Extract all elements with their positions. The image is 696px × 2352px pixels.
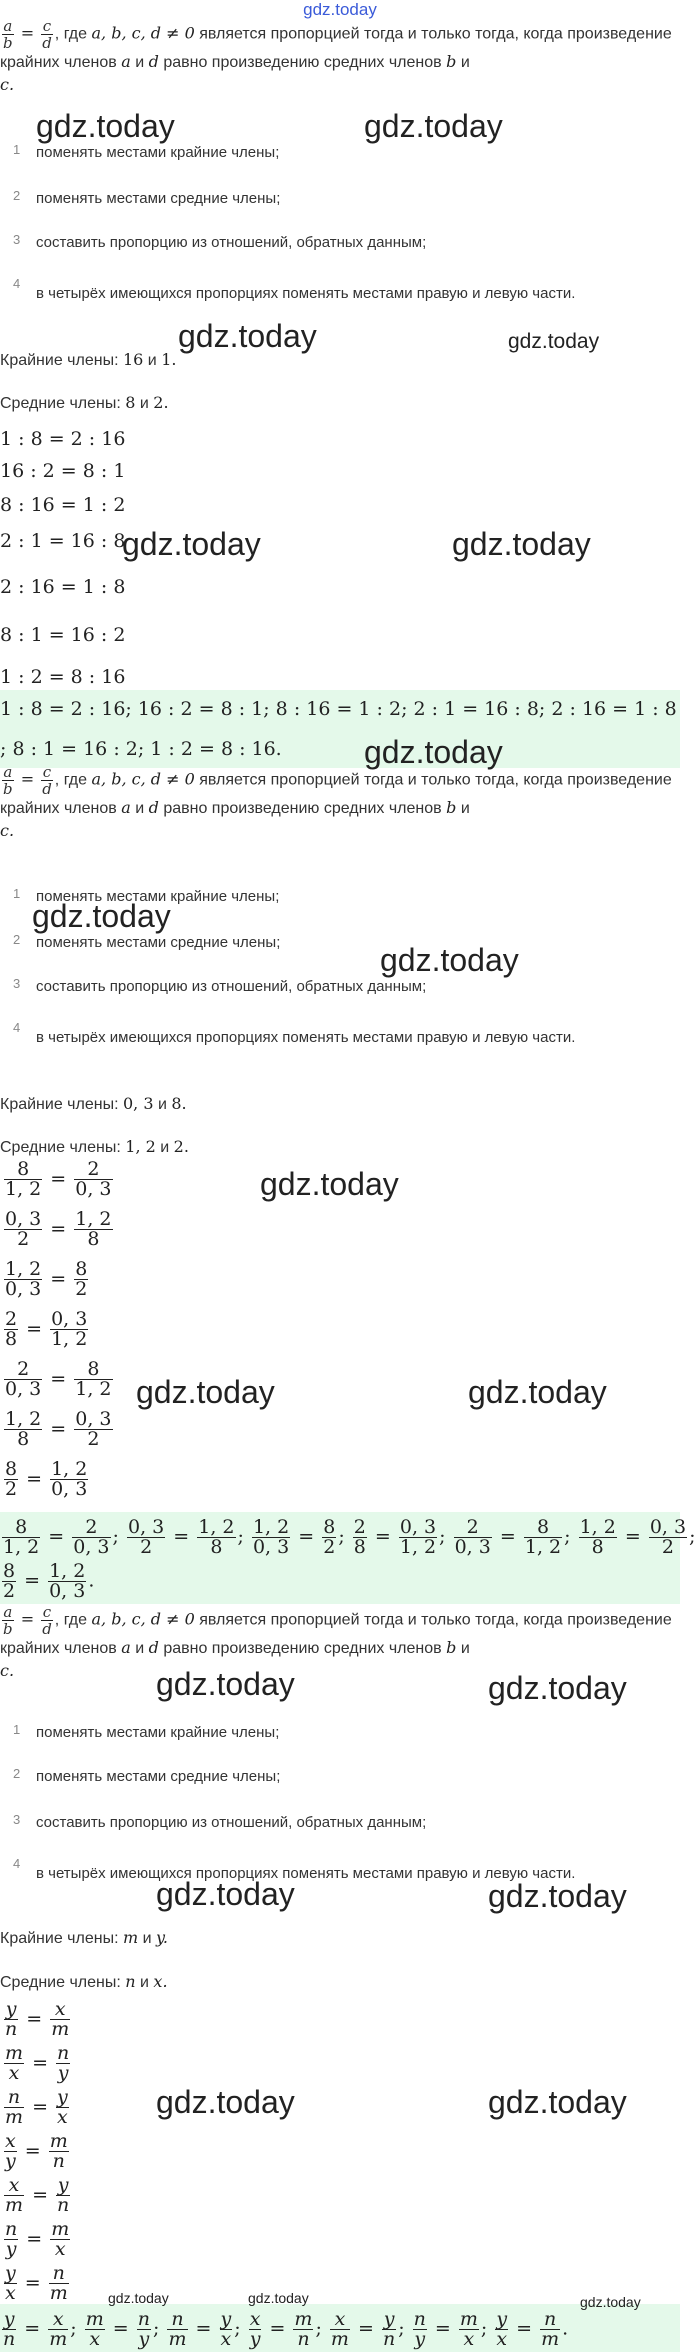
operator: = bbox=[44, 1268, 73, 1290]
fraction-denominator: 0, 3 bbox=[252, 1536, 290, 1558]
equation: 16 : 2 = 8 : 1 bbox=[0, 460, 126, 482]
watermark: gdz.today bbox=[32, 898, 171, 934]
fraction-denominator: 8 bbox=[17, 1428, 30, 1450]
fraction-numerator: y bbox=[5, 2262, 16, 2284]
def-eq-a: a bbox=[3, 17, 13, 35]
operator: = bbox=[351, 2317, 380, 2340]
def-vars: a, b, c, d ≠ 0 bbox=[91, 23, 195, 43]
operator: = bbox=[26, 2184, 55, 2206]
fraction-numerator: 2 bbox=[5, 1308, 18, 1330]
fraction-denominator: x bbox=[89, 2328, 101, 2350]
fraction-denominator: x bbox=[463, 2328, 475, 2350]
fraction bbox=[4, 2088, 24, 2127]
fraction-numerator: 2 bbox=[74, 1160, 112, 1180]
fraction-denominator: n bbox=[382, 2328, 396, 2350]
fraction bbox=[4, 2220, 18, 2259]
fraction-equation bbox=[2, 2264, 71, 2303]
fraction-numerator: n bbox=[167, 2310, 187, 2330]
def-d: d bbox=[148, 52, 159, 71]
fraction-denominator: 2 bbox=[17, 1228, 30, 1250]
fraction-denominator: 1, 2 bbox=[3, 1536, 40, 1558]
fraction-denominator: n bbox=[57, 2194, 70, 2216]
fraction-denominator: 1, 2 bbox=[75, 1378, 112, 1400]
fraction bbox=[4, 1460, 18, 1499]
fraction bbox=[4, 1260, 42, 1299]
fraction-denominator: 8 bbox=[210, 1536, 223, 1558]
operator: = bbox=[167, 1525, 196, 1548]
fraction-numerator: 1, 2 bbox=[5, 1408, 42, 1430]
fraction-numerator: 2 bbox=[454, 1518, 492, 1538]
fraction-numerator: x bbox=[5, 2130, 16, 2152]
answer-box bbox=[0, 690, 680, 768]
def-b: b bbox=[446, 52, 457, 71]
fraction-denominator: m bbox=[5, 2194, 24, 2216]
fraction-denominator: 1, 2 bbox=[51, 1328, 88, 1350]
fraction-denominator: 1, 2 bbox=[524, 1536, 562, 1558]
fraction-denominator: m bbox=[49, 2282, 68, 2304]
operator: = bbox=[20, 1318, 49, 1340]
watermark: gdz.today bbox=[364, 108, 503, 144]
fraction-numerator: x bbox=[4, 2176, 24, 2196]
operator: ; bbox=[398, 2317, 411, 2340]
fraction-equation bbox=[2, 2176, 72, 2215]
fraction-denominator: x bbox=[5, 2282, 16, 2304]
operator: ; bbox=[439, 1525, 452, 1548]
operator: = bbox=[44, 1168, 73, 1190]
proportion-definition: $\frac{a}{b}$ = $\frac{c}{d}$ , где a, b, c, d ≠ 0 является пропорцией тогда и только тогда, когда произведение крайних членов a и d равно произведению средних членов b и c. bbox=[0, 17, 672, 94]
watermark: gdz.today bbox=[156, 1666, 295, 1702]
fraction-numerator: m bbox=[49, 2130, 68, 2152]
fraction-denominator: m bbox=[541, 2328, 560, 2350]
answer-line: ; 8 : 1 = 16 : 2; 1 : 2 = 8 : 16. bbox=[0, 738, 282, 760]
fraction-numerator: 8 bbox=[3, 1560, 16, 1582]
fraction-numerator: 2 bbox=[72, 1518, 110, 1538]
watermark: gdz.today bbox=[136, 1374, 275, 1410]
operator: = bbox=[263, 2317, 292, 2340]
operator: ; bbox=[315, 2317, 328, 2340]
fraction-numerator: m bbox=[294, 2308, 313, 2330]
middles-line: Средние члены: 8 и 2. bbox=[0, 393, 169, 412]
watermark: gdz.today bbox=[36, 108, 175, 144]
operator: = bbox=[368, 1525, 397, 1548]
fraction-denominator: 2 bbox=[140, 1536, 153, 1558]
fraction bbox=[56, 2044, 70, 2083]
def-where: , где bbox=[54, 25, 88, 43]
fraction bbox=[322, 1518, 336, 1557]
fraction-numerator: n bbox=[5, 2218, 18, 2240]
fraction-denominator: 0, 3 bbox=[73, 1536, 110, 1558]
fraction-equation bbox=[2, 1160, 115, 1199]
fraction-numerator: 0, 3 bbox=[399, 1516, 437, 1538]
fraction-denominator: 8 bbox=[353, 1536, 366, 1558]
answer-line bbox=[0, 1518, 696, 1557]
fraction-denominator: m bbox=[49, 2328, 68, 2350]
operator: = bbox=[618, 1525, 647, 1548]
fraction-numerator: n bbox=[4, 2088, 24, 2108]
operator: ; bbox=[234, 2317, 247, 2340]
fraction-denominator: 0, 3 bbox=[75, 1178, 112, 1200]
fraction bbox=[48, 2310, 68, 2349]
fraction-denominator: 2 bbox=[323, 1536, 336, 1558]
fraction-numerator: y bbox=[57, 2174, 69, 2196]
fraction-numerator: 8 bbox=[75, 1258, 88, 1280]
fraction bbox=[50, 2220, 70, 2259]
fraction bbox=[382, 2310, 396, 2349]
fraction bbox=[49, 2264, 69, 2303]
site-logo[interactable]: gdz.today bbox=[303, 0, 377, 19]
fraction-numerator: 1, 2 bbox=[579, 1516, 616, 1538]
operator: = bbox=[428, 2317, 457, 2340]
operator: = bbox=[20, 2228, 49, 2250]
fraction-equation bbox=[2, 2220, 72, 2259]
fraction-equation bbox=[2, 1460, 90, 1499]
answer-line bbox=[0, 1562, 94, 1601]
fraction-equation bbox=[2, 2132, 71, 2171]
fraction bbox=[85, 2310, 105, 2349]
watermark: gdz.today bbox=[260, 1166, 399, 1202]
fraction bbox=[49, 2132, 69, 2171]
watermark: gdz.today bbox=[156, 2084, 295, 2120]
fraction bbox=[249, 2310, 262, 2349]
equation: 2 : 1 = 16 : 8 bbox=[0, 530, 126, 552]
fraction bbox=[74, 1210, 112, 1249]
equation: 1 : 8 = 2 : 16 bbox=[0, 428, 126, 450]
fraction-denominator: 8 bbox=[5, 1328, 18, 1350]
fraction-equation bbox=[2, 1210, 115, 1249]
proportion-definition: $\frac{a}{b}$ = $\frac{c}{d}$ , где a, b, c, d ≠ 0 является пропорцией тогда и только тогда, когда произведение крайних членов a и d равно произведению средних членов b и c. bbox=[0, 763, 672, 840]
answer-box bbox=[0, 1512, 696, 1604]
fraction-numerator: 8 bbox=[2, 1518, 40, 1538]
fraction-denominator: 0, 3 bbox=[51, 1478, 88, 1500]
watermark: gdz.today bbox=[468, 1374, 607, 1410]
fraction-denominator: y bbox=[5, 2238, 17, 2260]
proportion-definition: $\frac{a}{b}$ = $\frac{c}{d}$ , где a, b, c, d ≠ 0 является пропорцией тогда и только тогда, когда произведение крайних членов a и d равно произведению средних членов b и c. bbox=[0, 1603, 672, 1680]
answer-line bbox=[0, 2310, 568, 2349]
operator: = bbox=[26, 2096, 55, 2118]
watermark: gdz.today bbox=[580, 2294, 641, 2310]
operator: = bbox=[42, 1525, 71, 1548]
operator: . bbox=[562, 2317, 569, 2340]
fraction-numerator: m bbox=[85, 2308, 104, 2330]
fraction bbox=[197, 1518, 235, 1557]
def-and: и bbox=[135, 54, 145, 71]
watermark: gdz.today bbox=[380, 942, 519, 978]
fraction-denominator: x bbox=[57, 2106, 68, 2128]
operator: ; bbox=[689, 1525, 696, 1548]
fraction-denominator: x bbox=[54, 2238, 66, 2260]
operator: ; bbox=[153, 2317, 166, 2340]
fraction-denominator: n bbox=[52, 2150, 65, 2172]
watermark: gdz.today bbox=[364, 734, 503, 770]
fraction bbox=[4, 1160, 42, 1199]
fraction-numerator: y bbox=[496, 2308, 508, 2330]
operator: ; bbox=[338, 1525, 351, 1548]
fraction-denominator: n bbox=[5, 2018, 18, 2040]
fraction-denominator: 2 bbox=[5, 1478, 18, 1500]
def-eq-d: d bbox=[42, 34, 52, 52]
fraction bbox=[74, 1260, 88, 1299]
fraction bbox=[48, 1562, 86, 1601]
fraction-denominator: m bbox=[168, 2328, 187, 2350]
middles-line: Средние члены: 1, 2 и 2. bbox=[0, 1137, 189, 1156]
fraction-equation bbox=[2, 1410, 115, 1449]
fraction-equation bbox=[2, 1260, 90, 1299]
operator: = bbox=[20, 2008, 49, 2030]
fraction bbox=[56, 2176, 70, 2215]
fraction-denominator: m bbox=[330, 2328, 349, 2350]
watermark: gdz.today bbox=[488, 1670, 627, 1706]
watermark: gdz.today bbox=[488, 2084, 627, 2120]
fraction-denominator: y bbox=[414, 2328, 426, 2350]
fraction-numerator: 1, 2 bbox=[198, 1516, 235, 1538]
fraction bbox=[4, 1310, 18, 1349]
fraction-denominator: 8 bbox=[87, 1228, 100, 1250]
fraction-numerator: 8 bbox=[4, 1160, 42, 1180]
operator: = bbox=[18, 2140, 47, 2162]
fraction bbox=[4, 1410, 42, 1449]
fraction-denominator: 1, 2 bbox=[399, 1536, 437, 1558]
fraction-equation bbox=[2, 1310, 90, 1349]
fraction-denominator: 0, 3 bbox=[5, 1278, 42, 1300]
fraction-numerator: 2 bbox=[4, 1360, 42, 1380]
operator: = bbox=[44, 1218, 73, 1240]
operator: ; bbox=[70, 2317, 83, 2340]
fraction bbox=[252, 1518, 290, 1557]
fraction-denominator: y bbox=[249, 2328, 261, 2350]
fraction bbox=[4, 1210, 42, 1249]
fraction bbox=[4, 1360, 42, 1399]
fraction-denominator: n bbox=[297, 2328, 310, 2350]
fraction-denominator: y bbox=[138, 2328, 150, 2350]
fraction-numerator: 0, 3 bbox=[5, 1208, 42, 1230]
fraction bbox=[2, 1562, 16, 1601]
equation: 2 : 16 = 1 : 8 bbox=[0, 576, 126, 598]
fraction-numerator: 0, 3 bbox=[51, 1308, 88, 1330]
fraction bbox=[524, 1518, 562, 1557]
fraction bbox=[56, 2088, 69, 2127]
operator: = bbox=[510, 2317, 539, 2340]
fraction-equation bbox=[2, 1360, 115, 1399]
fraction bbox=[50, 1460, 88, 1499]
fraction-numerator: y bbox=[3, 2308, 15, 2330]
fraction-numerator: 2 bbox=[353, 1516, 366, 1538]
fraction-numerator: x bbox=[330, 2310, 350, 2330]
watermark: gdz.today bbox=[108, 2290, 169, 2306]
fraction bbox=[454, 1518, 492, 1557]
fraction-denominator: x bbox=[496, 2328, 508, 2350]
operator: = bbox=[18, 2272, 47, 2294]
fraction bbox=[4, 2176, 24, 2215]
fraction-denominator: 0, 3 bbox=[454, 1536, 491, 1558]
operator: ; bbox=[564, 1525, 577, 1548]
fraction bbox=[50, 1310, 88, 1349]
watermark: gdz.today bbox=[156, 1876, 295, 1912]
def-eq-b: b bbox=[3, 34, 13, 52]
fraction bbox=[74, 1160, 112, 1199]
watermark: gdz.today bbox=[248, 2290, 309, 2306]
fraction bbox=[353, 1518, 367, 1557]
fraction-numerator: n bbox=[137, 2308, 151, 2330]
fraction bbox=[74, 1360, 112, 1399]
fraction-numerator: 1, 2 bbox=[51, 1458, 88, 1480]
fraction-numerator: m bbox=[51, 2218, 70, 2240]
equation: 8 : 16 = 1 : 2 bbox=[0, 494, 126, 516]
fraction bbox=[167, 2310, 187, 2349]
fraction bbox=[4, 2044, 24, 2083]
operator: = bbox=[106, 2317, 135, 2340]
operator: = bbox=[18, 2317, 47, 2340]
def-c: c. bbox=[0, 75, 15, 94]
operator: = bbox=[44, 1418, 73, 1440]
watermark: gdz.today bbox=[508, 330, 600, 353]
fraction bbox=[4, 2132, 17, 2171]
fraction-denominator: 2 bbox=[3, 1580, 16, 1602]
operator: ; bbox=[480, 2317, 494, 2340]
fraction bbox=[2, 1518, 40, 1557]
extremes-line: Крайние члены: 16 и 1. bbox=[0, 350, 177, 369]
operator: = bbox=[20, 1468, 49, 1490]
fraction-equation bbox=[2, 2044, 72, 2083]
fraction-denominator: 0, 3 bbox=[49, 1580, 86, 1602]
fraction-numerator: x bbox=[48, 2310, 68, 2330]
fraction-numerator: n bbox=[49, 2264, 69, 2284]
operator: ; bbox=[112, 1525, 125, 1548]
fraction-denominator: 2 bbox=[661, 1536, 675, 1558]
fraction-numerator: 8 bbox=[323, 1516, 336, 1538]
fraction bbox=[495, 2310, 508, 2349]
fraction-numerator: x bbox=[249, 2308, 261, 2330]
operator: = bbox=[26, 2052, 55, 2074]
fraction-numerator: 1, 2 bbox=[5, 1258, 42, 1280]
fraction-denominator: m bbox=[5, 2106, 24, 2128]
fraction-denominator: x bbox=[220, 2328, 232, 2350]
fraction bbox=[72, 1518, 110, 1557]
fraction-numerator: 1, 2 bbox=[252, 1516, 290, 1538]
fraction-numerator: n bbox=[540, 2310, 560, 2330]
watermark: gdz.today bbox=[122, 526, 261, 562]
answer-box bbox=[0, 2304, 680, 2352]
fraction-numerator: 8 bbox=[74, 1360, 112, 1380]
fraction bbox=[74, 1410, 112, 1449]
fraction bbox=[649, 1518, 687, 1557]
fraction-numerator: y bbox=[220, 2308, 232, 2330]
def-a: a bbox=[121, 52, 131, 71]
fraction bbox=[459, 2310, 479, 2349]
fraction bbox=[2, 2310, 16, 2349]
equation: 1 : 2 = 8 : 16 bbox=[0, 666, 126, 688]
fraction bbox=[137, 2310, 151, 2349]
fraction bbox=[4, 2264, 17, 2303]
operator: = bbox=[18, 1569, 47, 1592]
watermark: gdz.today bbox=[452, 526, 591, 562]
fraction-numerator: m bbox=[459, 2308, 478, 2330]
fraction-numerator: 1, 2 bbox=[49, 1560, 86, 1582]
fraction-numerator: 8 bbox=[524, 1518, 562, 1538]
fraction-numerator: 0, 3 bbox=[649, 1516, 687, 1538]
answer-line: 1 : 8 = 2 : 16; 16 : 2 = 8 : 1; 8 : 16 = 1 : 2; 2 : 1 = 16 : 8; 2 : 16 = 1 : 8 bbox=[0, 698, 677, 720]
fraction-numerator: 0, 3 bbox=[127, 1516, 165, 1538]
fraction-numerator: n bbox=[413, 2308, 426, 2330]
fraction-numerator: y bbox=[57, 2086, 68, 2108]
fraction-denominator: 0, 3 bbox=[5, 1378, 42, 1400]
fraction-numerator: n bbox=[57, 2042, 70, 2064]
middles-line: Средние члены: n и x. bbox=[0, 1972, 168, 1991]
fraction-equation bbox=[2, 2000, 72, 2039]
fraction-denominator: y bbox=[5, 2150, 16, 2172]
fraction bbox=[50, 2000, 70, 2039]
fraction-numerator: 8 bbox=[5, 1458, 18, 1480]
watermark: gdz.today bbox=[178, 318, 317, 354]
fraction bbox=[413, 2310, 427, 2349]
fraction-denominator: 2 bbox=[75, 1278, 88, 1300]
fraction-denominator: 1, 2 bbox=[5, 1178, 42, 1200]
fraction-denominator: y bbox=[57, 2062, 69, 2084]
fraction-equation bbox=[2, 2088, 71, 2127]
fraction bbox=[579, 1518, 617, 1557]
fraction-denominator: 8 bbox=[591, 1536, 604, 1558]
def-eq-c: c bbox=[42, 17, 52, 35]
def-and-2: и bbox=[460, 54, 470, 71]
fraction-numerator: y bbox=[383, 2308, 395, 2330]
operator: = bbox=[493, 1525, 522, 1548]
fraction-denominator: m bbox=[51, 2018, 70, 2040]
operator: ; bbox=[237, 1525, 250, 1548]
fraction-numerator: m bbox=[5, 2042, 24, 2064]
extremes-line: Крайние члены: m и y. bbox=[0, 1928, 168, 1947]
equation: 8 : 1 = 16 : 2 bbox=[0, 624, 126, 646]
operator: = bbox=[44, 1368, 73, 1390]
fraction bbox=[330, 2310, 350, 2349]
fraction-denominator: 2 bbox=[87, 1428, 100, 1450]
fraction bbox=[399, 1518, 437, 1557]
fraction bbox=[220, 2310, 233, 2349]
def-text1: является пропорцией тогда и только тогда, когда произведение крайних членов bbox=[0, 25, 672, 71]
operator: = bbox=[189, 2317, 218, 2340]
fraction bbox=[540, 2310, 560, 2349]
watermark: gdz.today bbox=[488, 1878, 627, 1914]
extremes-line: Крайние члены: 0, 3 и 8. bbox=[0, 1094, 187, 1113]
operator: . bbox=[88, 1569, 95, 1592]
def-text2: равно произведению средних членов bbox=[163, 54, 442, 71]
operator: = bbox=[292, 1525, 321, 1548]
fraction-denominator: x bbox=[8, 2062, 20, 2084]
fraction-numerator: y bbox=[5, 1998, 17, 2020]
fraction bbox=[4, 2000, 18, 2039]
fraction-denominator: n bbox=[3, 2328, 16, 2350]
fraction-numerator: 0, 3 bbox=[75, 1408, 112, 1430]
fraction bbox=[127, 1518, 165, 1557]
fraction bbox=[293, 2310, 313, 2349]
fraction-numerator: 1, 2 bbox=[75, 1208, 112, 1230]
fraction-numerator: x bbox=[50, 2000, 70, 2020]
